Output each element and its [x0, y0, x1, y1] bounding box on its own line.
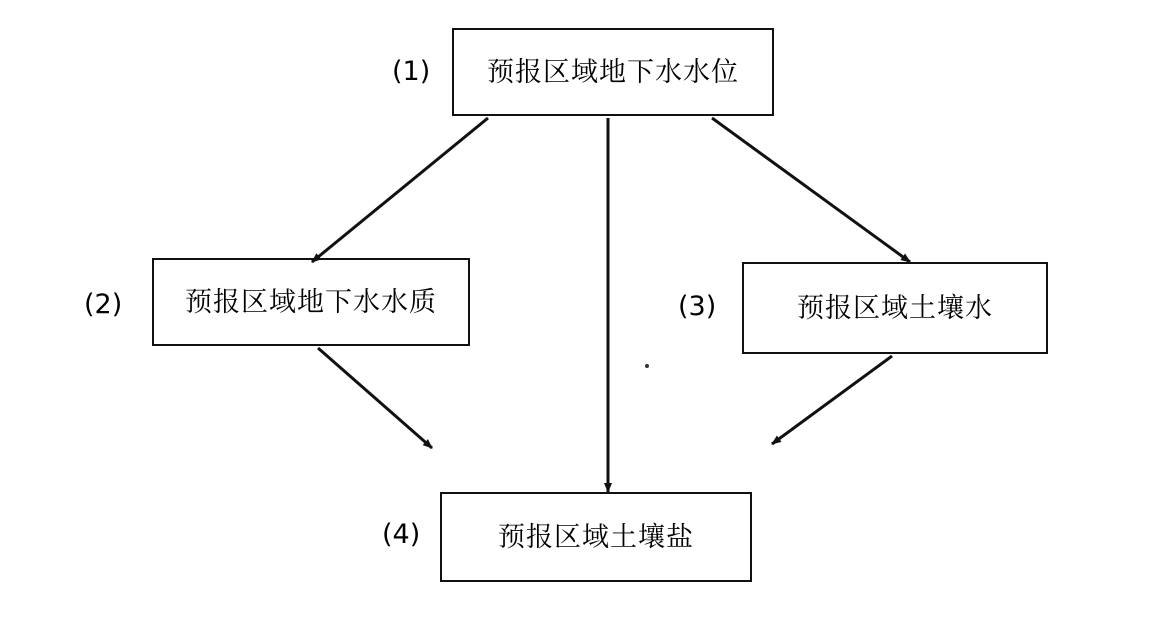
edge-1-to-3 — [712, 118, 910, 262]
node-soil-salt — [440, 492, 752, 582]
node-1-tag: (1) — [392, 56, 431, 87]
node-2-tag: (2) — [84, 289, 123, 320]
node-groundwater-quality — [152, 258, 470, 346]
node-groundwater-level — [452, 28, 774, 116]
ink-speck — [645, 364, 649, 368]
node-soil-water — [742, 262, 1048, 354]
node-3-label: 预报区域土壤水 — [797, 292, 993, 324]
edge-1-to-2 — [312, 118, 488, 262]
node-4-tag: (4) — [382, 519, 421, 550]
node-4-label: 预报区域土壤盐 — [498, 521, 694, 553]
node-2-label: 预报区域地下水水质 — [185, 286, 437, 318]
edge-3-to-4 — [772, 356, 892, 444]
node-3-tag: (3) — [678, 291, 717, 322]
edge-2-to-4 — [318, 348, 432, 448]
node-1-label: 预报区域地下水水位 — [487, 56, 739, 88]
